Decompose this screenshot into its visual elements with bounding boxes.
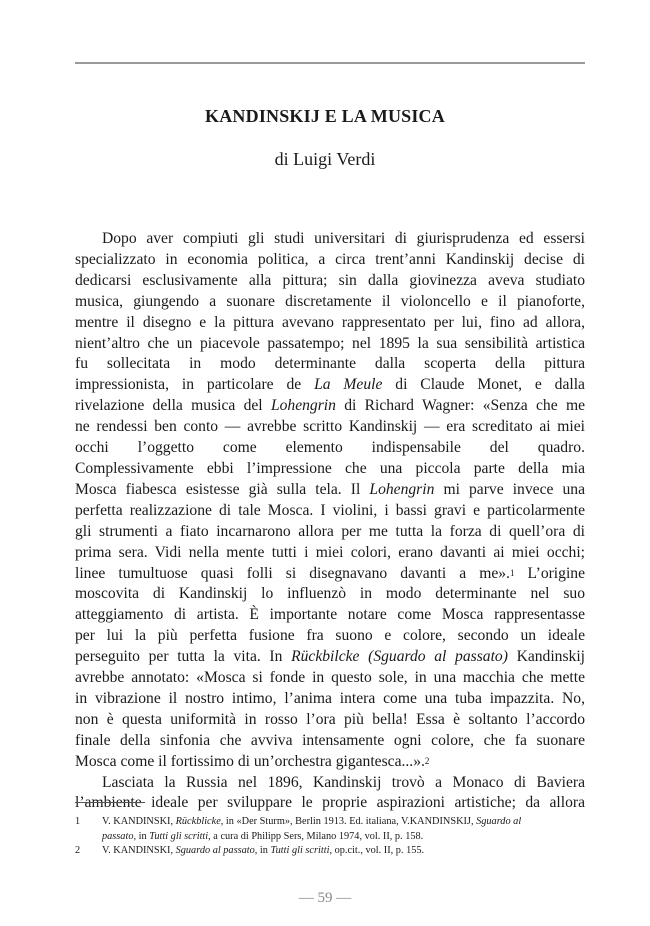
body-line: non è questa uniformità in rosso l’ora più bella! Essa è soltanto l’accordo bbox=[75, 710, 585, 728]
opera-title: Lohengrin bbox=[270, 397, 336, 415]
footnote-text: V. KANDINSKI, Rückblicke, in «Der Sturm», Berlin 1913. Ed. italiana, V.KANDINSKIJ, Sguardo al passato, in Tutti gli scritti, a cura di Philipp Sers, Milano 1974, vol. II, p. 158. bbox=[102, 816, 522, 842]
body-line: occhi l’oggetto come elemento indispensabile del quadro. bbox=[75, 439, 585, 457]
footnote-number: 1 bbox=[75, 816, 81, 827]
body-line: impressionista, in particolare de La Meule di Claude Monet, e dalla bbox=[75, 376, 585, 394]
body-line: dedicarsi esclusivamente alla pittura; sin dalla giovinezza aveva studiato bbox=[75, 271, 585, 289]
body-line: per lui la più perfetta fusione fra suono e colore, secondo un ideale bbox=[75, 627, 585, 645]
body-line: perseguito per tutta la vita. In Rückbilcke (Sguardo al passato) Kandinskij bbox=[75, 648, 586, 666]
body-line: Dopo aver compiuti gli studi universitari di giurisprudenza ed essersi bbox=[102, 230, 585, 247]
body-line: rivelazione della musica del Lohengrin di Richard Wagner: «Senza che me bbox=[75, 397, 585, 415]
opera-title: Lohengrin bbox=[369, 480, 435, 498]
artwork-title: La Meule bbox=[314, 376, 383, 394]
page-number: — 59 — bbox=[298, 890, 352, 906]
body-line: ne rendessi ben conto — avrebbe scritto Kandinskij — era screditato ai miei bbox=[75, 418, 585, 436]
body-line: moscovita di Kandinskij lo influenzò in modo determinante nel suo bbox=[75, 585, 585, 603]
body-line: Mosca fiabesca esistesse già sulla tela. Il Lohengrin mi parve invece una bbox=[75, 480, 586, 498]
article-author: di Luigi Verdi bbox=[274, 149, 376, 169]
footnote-ref-1[interactable]: 1 bbox=[509, 567, 515, 578]
body-line: mentre il disegno e la pittura avevano rappresentato per lui, fino ad allora, bbox=[75, 313, 585, 331]
body-line: Complessivamente ebbi l’impressione che una piccola parte della mia bbox=[75, 459, 585, 477]
footnotes bbox=[75, 815, 585, 859]
footnote-2 bbox=[75, 844, 585, 859]
body-line: finale della sinfonia che avviva intensamente ogni colore, che fa suonare bbox=[75, 731, 585, 749]
footnote-ref-2[interactable]: 2 bbox=[424, 755, 430, 766]
body-line: l’ambiente ideale per sviluppare le proprie aspirazioni artistiche; da allora bbox=[75, 794, 585, 812]
body-line: atteggiamento di artista. È importante notare come Mosca rappresentasse bbox=[75, 606, 585, 624]
body-line: linee tumultuose quasi folli si disegnavano davanti a me».$^1$ L’origine bbox=[75, 564, 585, 582]
body-line: fu sollecitata in modo determinante dalla scoperta della pittura bbox=[75, 355, 585, 373]
header-rule bbox=[75, 62, 585, 64]
footnote-number: 2 bbox=[75, 845, 81, 856]
body-line: perfetta realizzazione di tale Mosca. I violini, i bassi gravi e particolarmente bbox=[75, 501, 585, 519]
body-line: specializzato in economia politica, a circa trent’anni Kandinskij decise di bbox=[75, 250, 585, 268]
article-title: KANDINSKIJ E LA MUSICA bbox=[205, 106, 445, 126]
body-line: prima sera. Vidi nella mente tutti i miei colori, erano davanti ai miei occhi; bbox=[75, 543, 585, 561]
body-line: nient’altro che un piacevole passatempo; nel 1895 la sua sensibilità artistica bbox=[75, 334, 585, 352]
footnote-text: V. KANDINSKI, Sguardo al passato, in Tutti gli scritti, op.cit., vol. II, p. 155. bbox=[102, 845, 425, 856]
body-line: in vibrazione il nostro intimo, l’anima intera come una tuba impazzita. No, bbox=[75, 689, 585, 707]
body-line: Lasciata la Russia nel 1896, Kandinskij trovò a Monaco di Baviera bbox=[102, 773, 585, 791]
body-line: Mosca come il fortissimo di un’orchestra gigantesca...».$^2$ bbox=[75, 752, 430, 770]
book-title: Rückbilcke (Sguardo al passato) bbox=[291, 648, 508, 666]
article-body bbox=[75, 229, 585, 814]
footnote-1 bbox=[75, 815, 585, 844]
body-line: gli strumenti a fiato incarnarono allora per me tutta la forza di quell’ora di bbox=[75, 522, 585, 540]
footnote-rule bbox=[75, 802, 145, 803]
body-line: avrebbe annotato: «Mosca si fonde in questo sole, in una macchia che mette bbox=[75, 669, 585, 687]
body-line: musica, giungendo a suonare discretamente il violoncello e il pianoforte, bbox=[75, 292, 585, 310]
